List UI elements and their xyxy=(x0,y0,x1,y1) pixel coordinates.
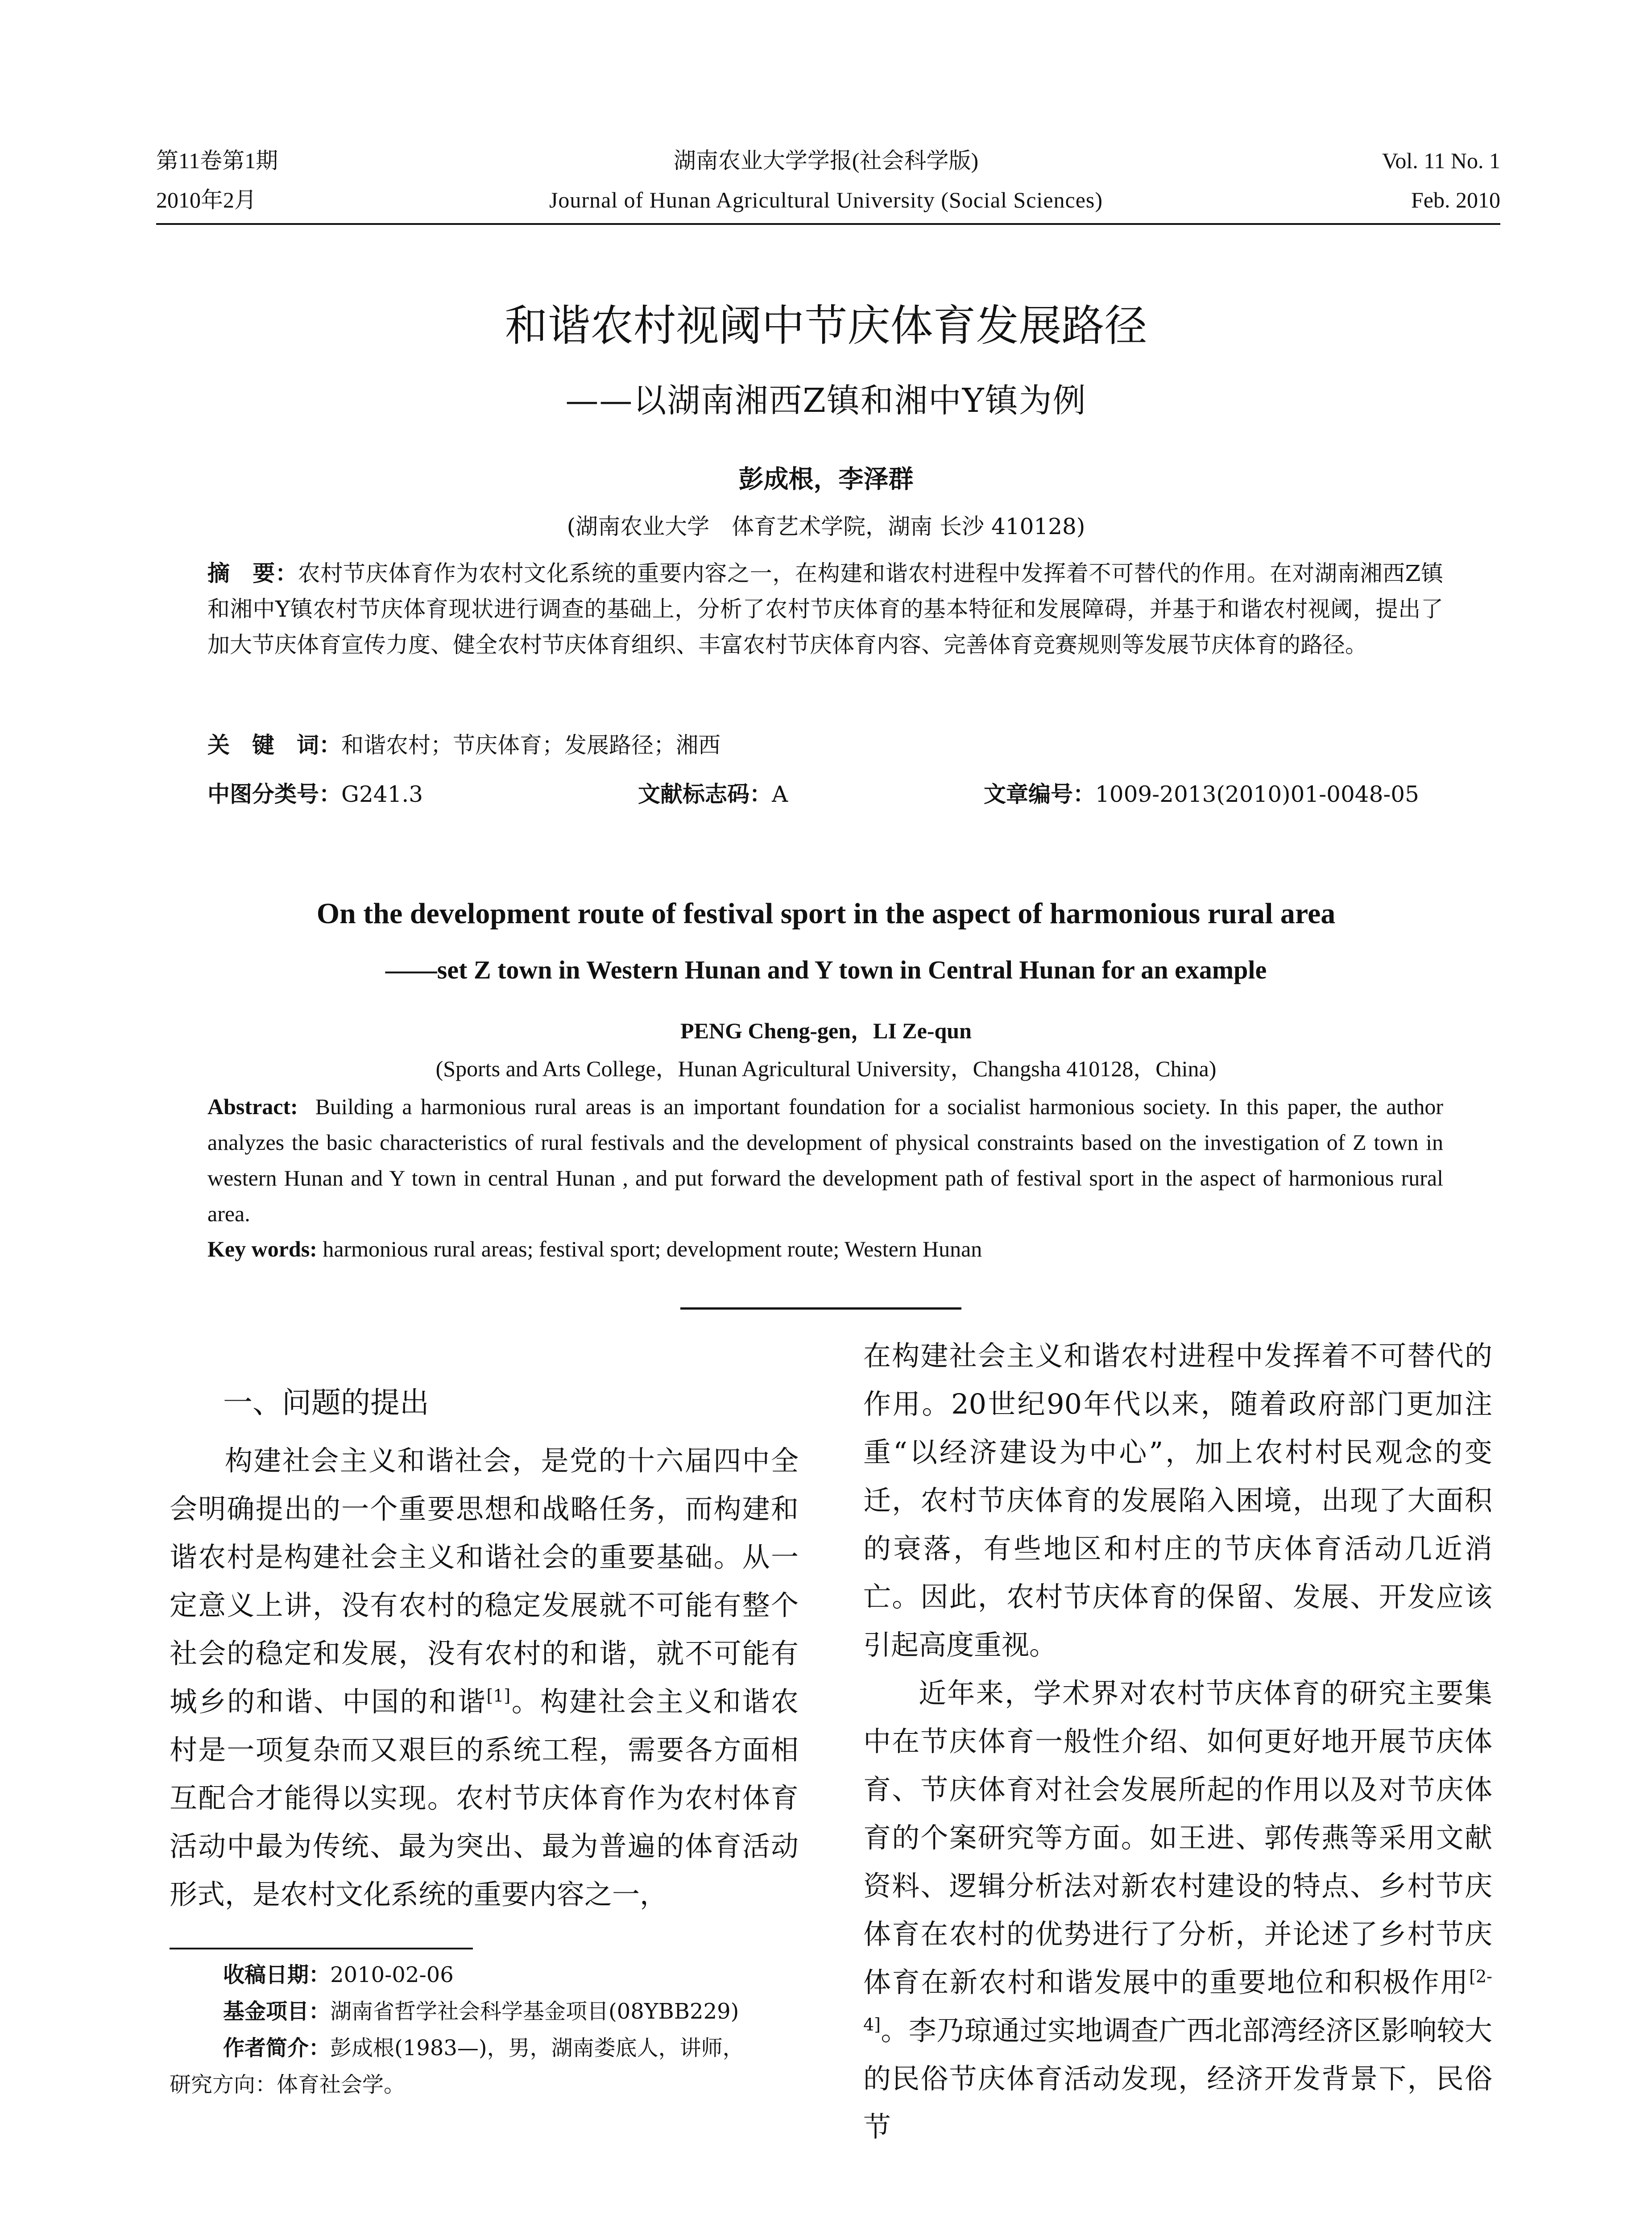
body-text: 。构建社会主义和谐农村是一项复杂而又艰巨的系统工程，需要各方面相互配合才能得以实现。农村节庆体育作为农村体育活动中最为传统、最为突出、最为普遍的体育活动形式，是农村文化系统的重要内容之一， xyxy=(170,1685,799,1911)
clc-value: G241.3 xyxy=(341,781,423,807)
received-label: 收稿日期： xyxy=(223,1962,331,1987)
abstract-en-label: Abstract: xyxy=(207,1094,298,1119)
keywords-cn xyxy=(207,727,720,759)
document-code xyxy=(638,776,788,809)
abstract-en xyxy=(207,1089,1443,1232)
keywords-en-text: harmonious rural areas; festival sport; development route; Western Hunan xyxy=(323,1236,982,1261)
citation-ref: [1] xyxy=(486,1686,511,1706)
fund-value: 湖南省哲学社会科学基金项目(08YBB229) xyxy=(330,1999,739,2024)
english-title: On the development route of festival sport in the aspect of harmonious rural area xyxy=(316,897,1336,930)
header-date: 2010年2月 xyxy=(156,187,257,212)
abstract-cn xyxy=(207,556,1443,663)
body-text: 近年来，学术界对农村节庆体育的研究主要集中在节庆体育一般性介绍、如何更好地开展节庆体育、节庆体育对社会发展所起的作用以及对节庆体育的个案研究等方面。如王进、郭传燕等采用文献资料、逻辑分析法对新农村建设的特点、乡村节庆体育在农村的优势进行了分析，并论述了乡村节庆体育在新农村和谐发展中的重要地位和积极作用 xyxy=(863,1677,1492,1999)
footnotes xyxy=(170,1957,816,2103)
english-authors: PENG Cheng-gen，LI Ze-qun xyxy=(680,1018,972,1043)
header-rule xyxy=(156,223,1500,225)
header-journal-en: Journal of Hunan Agricultural University (Social Sciences) xyxy=(549,187,1103,212)
keywords-en xyxy=(207,1236,982,1262)
header-vol-en: Vol. 11 No. 1 xyxy=(1382,148,1500,173)
article-label: 文章编号： xyxy=(984,781,1095,807)
page-title: 和谐农村视阈中节庆体育发展路径 xyxy=(505,301,1147,351)
header-journal-cn: 湖南农业大学学报(社会科学版) xyxy=(673,148,979,173)
clc-number xyxy=(207,776,423,809)
body-text: 构建社会主义和谐社会，是党的十六届四中全会明确提出的一个重要思想和战略任务，而构建和谐农村是构建社会主义和谐社会的重要基础。从一定意义上讲，没有农村的稳定发展就不可能有整个社会的稳定和发展，没有农村的和谐，就不可能有城乡的和谐、中国的和谐 xyxy=(170,1444,799,1718)
author-value: 彭成根(1983—)，男，湖南娄底人，讲师， xyxy=(330,2036,744,2061)
received-value: 2010-02-06 xyxy=(330,1962,454,1987)
abstract-separator xyxy=(680,1307,961,1310)
header-volume: 第11卷第1期 xyxy=(156,148,278,173)
footnote-rule xyxy=(170,1948,473,1949)
citation-ref: [2-4] xyxy=(863,1966,1492,2035)
right-column xyxy=(863,1332,1492,2151)
author-label: 作者简介： xyxy=(223,2036,331,2061)
body-paragraph: 在构建社会主义和谐农村进程中发挥着不可替代的作用。20世纪90年代以来，随着政府部门更加注重“以经济建设为中心”，加上农村村民观念的变迁，农村节庆体育的发展陷入困境，出现了大面积的衰落，有些地区和村庄的节庆体育活动几近消亡。因此，农村节庆体育的保留、发展、开发应该引起高度重视。 xyxy=(863,1339,1492,1661)
page-subtitle: ——以湖南湘西Z镇和湘中Y镇为例 xyxy=(565,382,1087,420)
fund-label: 基金项目： xyxy=(223,1999,331,2024)
body-paragraph xyxy=(863,1669,1492,2151)
header-date-en: Feb. 2010 xyxy=(1411,187,1500,212)
body-text: 。李乃琼通过实地调查广西北部湾经济区影响较大的民俗节庆体育活动发现，经济开发背景下，民俗节 xyxy=(863,2014,1492,2143)
english-subtitle: ——set Z town in Western Hunan and Y town in Central Hunan for an example xyxy=(385,955,1267,984)
section-heading: 一、问题的提出 xyxy=(223,1385,429,1420)
abstract-cn-text: 农村节庆体育作为农村文化系统的重要内容之一，在构建和谐农村进程中发挥着不可替代的作用。在对湖南湘西Z镇和湘中Y镇农村节庆体育现状进行调查的基础上，分析了农村节庆体育的基本特征和发展障碍，并基于和谐农村视阈，提出了加大节庆体育宣传力度、健全农村节庆体育组织、丰富农村节庆体育内容、完善体育竞赛规则等发展节庆体育的路径。 xyxy=(207,560,1444,658)
footnote-received xyxy=(170,1957,816,1993)
footnote-author xyxy=(170,2030,816,2066)
keywords-en-label: Key words: xyxy=(207,1236,317,1261)
abstract-cn-label: 摘 要： xyxy=(207,560,298,586)
keywords-cn-label: 关 键 词： xyxy=(207,732,341,758)
affiliation: (湖南农业大学 体育艺术学院，湖南 长沙 410128) xyxy=(567,514,1085,539)
english-affiliation: (Sports and Arts College，Hunan Agricultural University，Changsha 410128，China) xyxy=(435,1056,1217,1081)
abstract-en-text: Building a harmonious rural areas is an important foundation for a socialist harmonious society. In this paper, the author analyzes the basic characteristics of rural festivals and the development of physical constraints based on the investigation of Z town in western Hunan and Y town in central Hunan , and put forward the development path of festival sport in the aspect of harmonious rural area. xyxy=(207,1094,1444,1226)
doc-label: 文献标志码： xyxy=(638,781,772,807)
article-value: 1009-2013(2010)01-0048-05 xyxy=(1095,781,1419,807)
keywords-cn-text: 和谐农村；节庆体育；发展路径；湘西 xyxy=(341,732,720,758)
body-paragraph xyxy=(170,1437,799,1919)
article-number xyxy=(984,776,1419,809)
doc-value: A xyxy=(772,781,788,807)
left-column xyxy=(170,1437,799,1919)
clc-label: 中图分类号： xyxy=(207,781,341,807)
author-research: 研究方向：体育社会学。 xyxy=(170,2072,406,2097)
authors: 彭成根，李泽群 xyxy=(738,465,914,494)
footnote-fund xyxy=(170,1993,816,2030)
